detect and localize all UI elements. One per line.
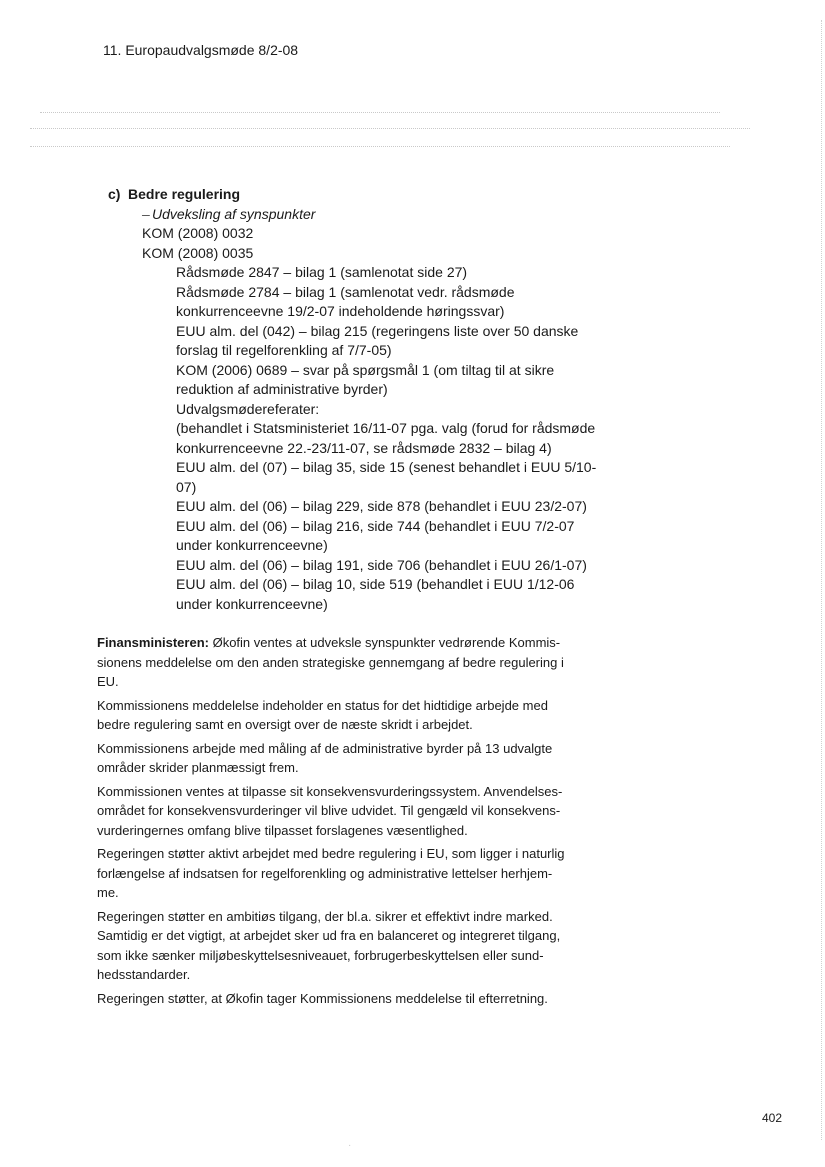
lead-paragraph (97, 633, 587, 692)
body-paragraph: Kommissionen ventes at tilpasse sit konsekvensvurderingssystem. Anvendelses- området for konsekvensvurderinger vil blive udvidet. Til gengæld vil konsekvens- vurderingernes omfang blive tilpasset forslagenes væsentlighed. (97, 783, 563, 838)
body-paragraph: Regeringen støtter en ambitiøs tilgang, der bl.a. sikrer et effektivt indre marked. Samtidig er det vigtigt, at arbejdet sker ud fra en balanceret og integreret tilgang, som ikke sænker miljøbeskyttelsesniveauet, forbrugerbeskyttelsen eller sund- hedsstandarder. (97, 908, 561, 982)
body-paragraph: Kommissionens arbejde med måling af de administrative byrder på 13 udvalgte områder skrider planmæssigt frem. (97, 740, 553, 775)
scan-edge-artifact (821, 20, 822, 1140)
reference-item: EUU alm. del (06) – bilag 229, side 878 (behandlet i EUU 23/2-07) (176, 498, 587, 514)
agenda-item-subtitle (108, 205, 668, 225)
reference-list (108, 263, 668, 614)
speaker-label: Finansministeren: (97, 635, 209, 650)
reference-item: KOM (2006) 0689 – svar på spørgsmål 1 (om tiltag til at sikre reduktion af administrative byrder) (176, 361, 555, 397)
kom-reference: KOM (2008) 0032 (142, 225, 254, 241)
reference-item: Rådsmøde 2784 – bilag 1 (samlenotat vedr. rådsmøde konkurrenceevne 19/2-07 indeholdende høringssvar) (176, 283, 515, 319)
lead-paragraph-text: Økofin ventes at udveksle synspunkter vedrørende Kommis- sionens meddelelse om den anden strategiske gennemgang af bedre regulering i EU. (97, 635, 564, 689)
reference-item: Rådsmøde 2847 – bilag 1 (samlenotat side 27) (176, 264, 468, 280)
reference-item: Udvalgsmødereferater: (176, 400, 320, 417)
body-paragraph: Regeringen støtter aktivt arbejdet med bedre regulering i EU, som ligger i naturlig forlængelse af indsatsen for regelforenkling og administrative lettelser herhjem- me. (97, 846, 565, 900)
reference-item: (behandlet i Statsministeriet 16/11-07 pga. valg (forud for rådsmøde konkurrenceevne 22.-23/11-07, se rådsmøde 2832 – bilag 4) (176, 420, 596, 456)
body-paragraph: Kommissionens meddelelse indeholder en status for det hidtidige arbejde med bedre regulering samt en oversigt over de næste skridt i arbejdet. (97, 697, 548, 732)
reference-item: EUU alm. del (07) – bilag 35, side 15 (senest behandlet i EUU 5/10- 07) (176, 459, 597, 495)
page-header-title: 11. Europaudvalgsmøde 8/2-08 (103, 42, 299, 58)
body-paragraph: Regeringen støtter, at Økofin tager Kommissionens meddelelse til efterretning. (97, 990, 548, 1006)
reference-item: EUU alm. del (06) – bilag 10, side 519 (behandlet i EUU 1/12-06 under konkurrenceevne) (176, 576, 575, 612)
statement-body (97, 633, 587, 1012)
agenda-item-subtitle-text: Udveksling af synspunkter (152, 205, 316, 222)
kom-reference: KOM (2008) 0035 (142, 244, 254, 261)
agenda-item-title: Bedre regulering (128, 186, 241, 202)
scan-artifact-line (30, 128, 750, 129)
reference-item: EUU alm. del (06) – bilag 216, side 744 (behandlet i EUU 7/2-07 under konkurrenceevne) (176, 517, 575, 553)
agenda-item-heading (108, 185, 668, 205)
scan-artifact-line (40, 112, 720, 113)
reference-item: EUU alm. del (042) – bilag 215 (regeringens liste over 50 danske forslag til regelforenkling af 7/7-05) (176, 322, 579, 358)
reference-item: EUU alm. del (06) – bilag 191, side 706 (behandlet i EUU 26/1-07) (176, 556, 587, 573)
subtitle-dash: – (142, 205, 150, 222)
page-number: 402 (762, 1111, 783, 1125)
agenda-item-letter: c) (108, 186, 121, 202)
scan-speck: · (348, 1140, 352, 1151)
agenda-item-section (108, 185, 668, 614)
scan-artifact-line (30, 146, 730, 147)
